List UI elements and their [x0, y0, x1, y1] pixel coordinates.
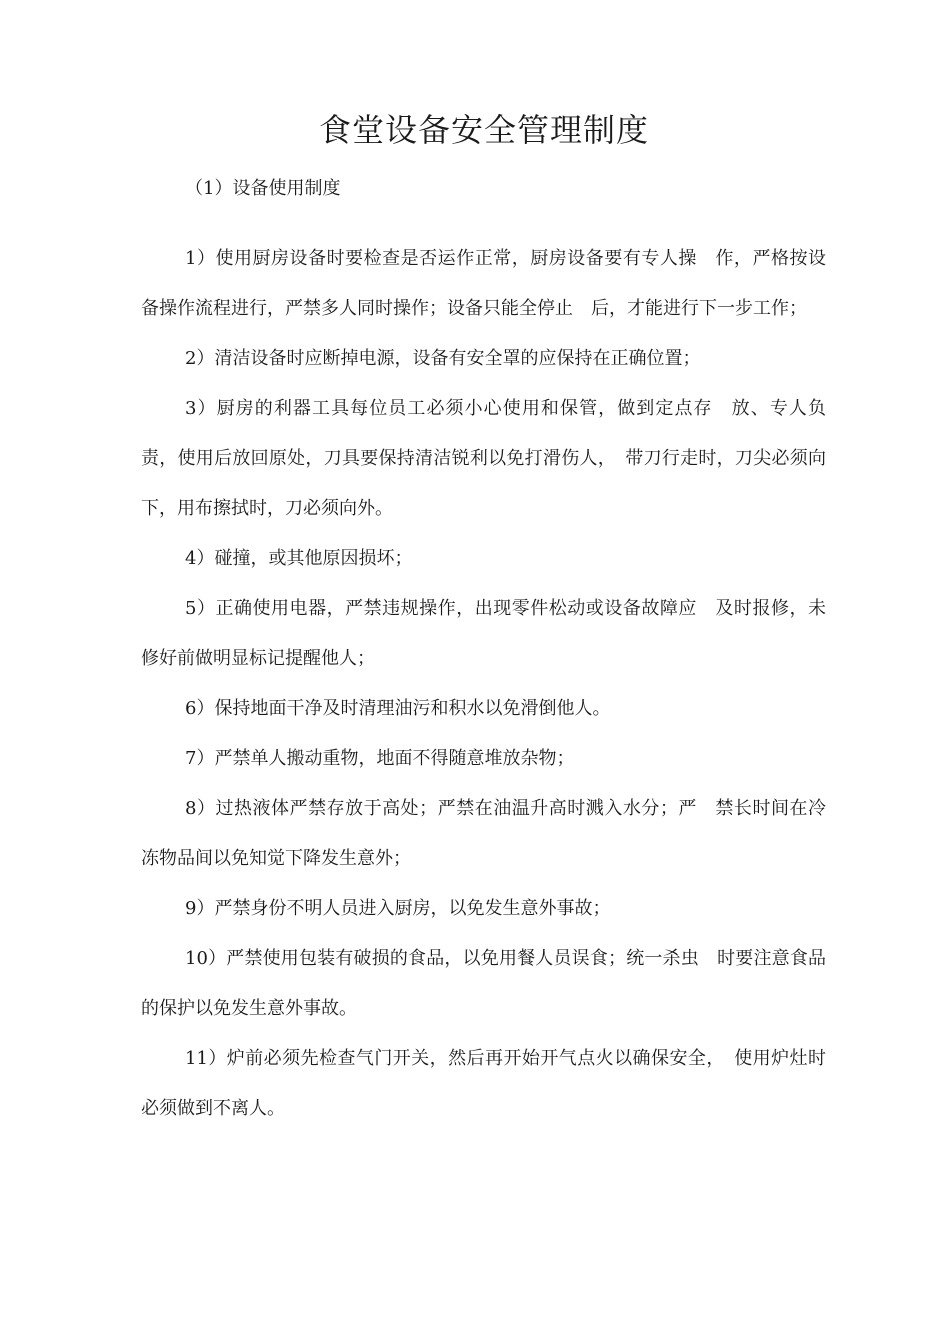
rule-paragraph-9: 9）严禁身份不明人员进入厨房，以免发生意外事故； [185, 898, 611, 919]
rule-paragraph-3: 3）厨房的利器工具每位员工必须小心使用和保管，做到定点存 放、专人负责，使用后放回原处，刀具要保持清洁锐利以免打滑伤人， 带刀行走时，刀尖必须向下，用布擦拭时，刀必须向外。 [141, 398, 826, 519]
rule-paragraph-2: 2）清洁设备时应断掉电源，设备有安全罩的应保持在正确位置； [185, 348, 701, 369]
rule-paragraph-1: 1）使用厨房设备时要检查是否运作正常，厨房设备要有专人操 作，严格按设备操作流程进行，严禁多人同时操作；设备只能全停止 后，才能进行下一步工作； [141, 248, 826, 319]
rule-paragraph-10: 10）严禁使用包装有破损的食品，以免用餐人员误食；统一杀虫 时要注意食品的保护以免发生意外事故。 [141, 948, 826, 1019]
rule-paragraph-5: 5）正确使用电器，严禁违规操作，出现零件松动或设备故障应 及时报修，未修好前做明显标记提醒他人； [141, 598, 826, 669]
rule-paragraph-8: 8）过热液体严禁存放于高处；严禁在油温升高时溅入水分；严 禁长时间在冷冻物品间以免知觉下降发生意外； [141, 798, 826, 869]
rule-paragraph-6: 6）保持地面干净及时清理油污和积水以免滑倒他人。 [185, 698, 611, 719]
rule-paragraph-11: 11）炉前必须先检查气门开关，然后再开始开气点火以确保安全， 使用炉灶时必须做到不离人。 [141, 1048, 826, 1119]
document-title: 食堂设备安全管理制度 [318, 111, 649, 149]
rule-paragraph-4: 4）碰撞，或其他原因损坏； [185, 548, 413, 569]
rule-paragraph-7: 7）严禁单人搬动重物，地面不得随意堆放杂物； [185, 748, 575, 769]
document-body [141, 234, 826, 1134]
section-heading: （1）设备使用制度 [185, 178, 341, 199]
